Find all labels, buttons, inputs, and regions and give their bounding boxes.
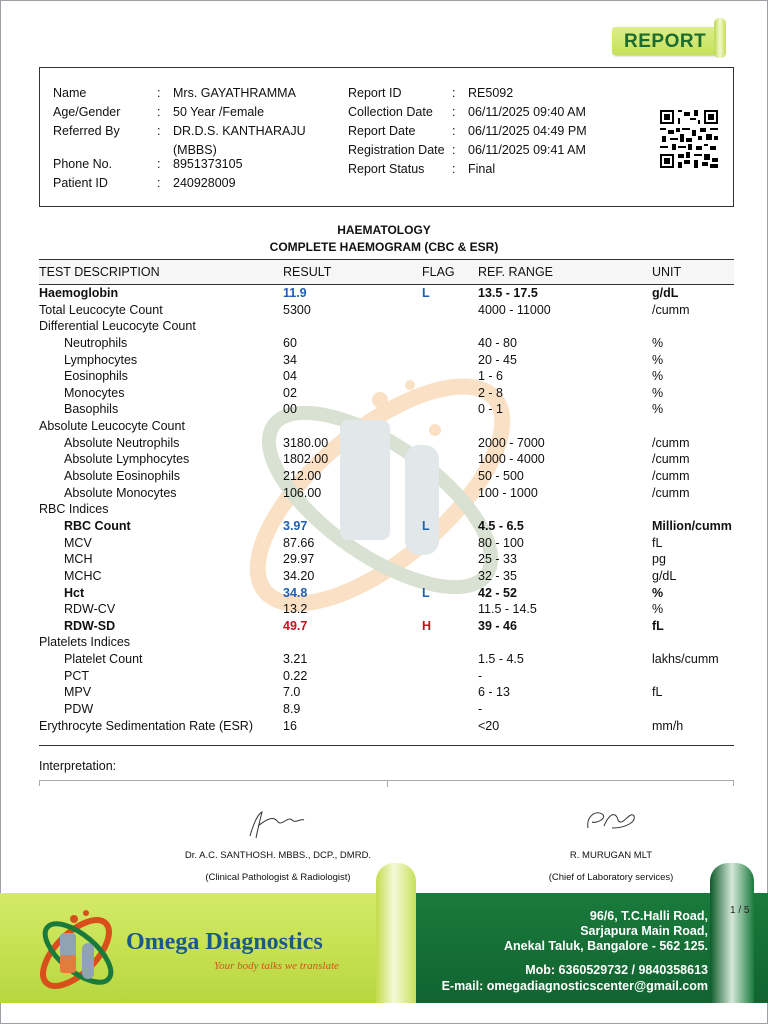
test-name: Absolute Lymphocytes — [64, 452, 190, 467]
result-value: 3.21 — [283, 652, 308, 667]
reference-range: 42 - 52 — [478, 585, 517, 600]
unit-value: % — [652, 369, 664, 384]
table-row — [0, 436, 768, 453]
reference-range: 4.5 - 6.5 — [478, 518, 524, 533]
unit-value: Million/cumm — [652, 518, 732, 533]
unit-value: /cumm — [652, 469, 690, 484]
info-separator: : — [452, 143, 456, 157]
unit-value: g/dL — [652, 286, 679, 300]
test-name: Monocytes — [64, 385, 125, 400]
table-row — [0, 336, 768, 353]
signature-right-icon — [582, 806, 638, 836]
table-row — [0, 386, 768, 403]
reference-range: - — [478, 702, 483, 717]
info-row-age-gender — [53, 103, 353, 122]
info-row-patient-id — [53, 174, 353, 193]
test-name: Absolute Leucocyte Count — [39, 419, 185, 434]
info-value: 50 Year /Female — [173, 105, 265, 119]
test-name: Total Leucocyte Count — [39, 302, 163, 317]
info-separator: : — [452, 124, 456, 138]
address-line-3: Anekal Taluk, Bangalore - 562 125. — [503, 939, 708, 953]
table-row — [0, 536, 768, 553]
result-value: 49.7 — [283, 618, 308, 633]
test-name: PCT — [64, 668, 89, 683]
table-bottom-rule — [39, 745, 734, 746]
reference-range: 1000 - 4000 — [478, 452, 545, 467]
footer-scroll-right — [710, 863, 754, 1003]
result-value: 5300 — [283, 302, 311, 317]
brand-name: Omega Diagnostics — [126, 929, 323, 955]
unit-value: fL — [652, 685, 663, 700]
info-separator: : — [157, 105, 161, 119]
result-value: 29.97 — [283, 552, 315, 567]
test-name: Differential Leucocyte Count — [39, 319, 196, 334]
table-row — [0, 602, 768, 619]
column-header-flag: FLAG — [422, 265, 455, 279]
report-tag-curl — [714, 18, 726, 58]
unit-value: % — [652, 385, 664, 400]
table-row — [0, 702, 768, 719]
unit-value: pg — [652, 552, 666, 567]
info-value: RE5092 — [468, 86, 514, 100]
result-value: 3.97 — [283, 518, 308, 533]
test-name: Haemoglobin — [39, 286, 119, 300]
test-name: Absolute Neutrophils — [64, 435, 180, 450]
info-separator: : — [452, 162, 456, 176]
interpretation-box — [39, 780, 734, 786]
table-row — [0, 419, 768, 436]
info-row-report-id — [348, 84, 628, 103]
footer-scroll-left — [376, 863, 416, 1003]
unit-value: % — [652, 352, 664, 367]
table-row — [0, 502, 768, 519]
reference-range: 0 - 1 — [478, 402, 504, 417]
table-row — [0, 452, 768, 469]
reference-range: 40 - 80 — [478, 335, 517, 350]
table-row — [0, 619, 768, 636]
test-name: RBC Count — [64, 518, 131, 533]
unit-value: /cumm — [652, 435, 690, 450]
table-row — [0, 569, 768, 586]
info-separator: : — [157, 124, 161, 138]
flag-value: H — [422, 618, 432, 633]
info-label: Phone No. — [53, 157, 113, 171]
reference-range: 39 - 46 — [478, 618, 517, 633]
result-value: 34 — [283, 352, 297, 367]
result-value: 106.00 — [283, 485, 322, 500]
info-label: Report Date — [348, 124, 416, 138]
result-value: 11.9 — [283, 286, 307, 300]
patient-info-left — [53, 84, 353, 193]
address-line-2: Sarjapura Main Road, — [580, 924, 708, 938]
unit-value: mm/h — [652, 718, 684, 733]
info-row-name — [53, 84, 353, 103]
column-header-result: RESULT — [283, 265, 332, 279]
omega-logo-icon — [30, 899, 126, 999]
patient-info-right — [348, 84, 628, 179]
table-row — [0, 552, 768, 569]
signature-left-icon — [244, 808, 306, 840]
info-value: Final — [468, 162, 496, 176]
result-value: 0.22 — [283, 668, 308, 683]
column-header-unit: UNIT — [652, 265, 682, 279]
result-value: 16 — [283, 718, 297, 733]
reference-range: 2000 - 7000 — [478, 435, 545, 450]
patient-info-box — [39, 67, 734, 207]
unit-value: % — [652, 585, 664, 600]
reference-range: - — [478, 668, 483, 683]
result-value: 212.00 — [283, 469, 322, 484]
test-name: Absolute Eosinophils — [64, 469, 181, 484]
test-name: Hct — [64, 585, 85, 600]
unit-value: /cumm — [652, 485, 690, 500]
unit-value: fL — [652, 618, 664, 633]
info-separator: : — [452, 86, 456, 100]
mobile-numbers: Mob: 6360529732 / 9840358613 — [525, 963, 708, 977]
reference-range: 2 - 8 — [478, 385, 504, 400]
column-header-test: TEST DESCRIPTION — [39, 265, 160, 279]
result-value: 87.66 — [283, 535, 315, 550]
result-value: 1802.00 — [283, 452, 329, 467]
test-name: RDW-CV — [64, 602, 116, 617]
unit-value: lakhs/cumm — [652, 652, 719, 667]
report-title-heading: COMPLETE HAEMOGRAM (CBC & ESR) — [269, 240, 499, 254]
test-name: Erythrocyte Sedimentation Rate (ESR) — [39, 718, 253, 733]
test-name: Basophils — [64, 402, 119, 417]
info-separator: : — [157, 157, 161, 171]
test-name: MCV — [64, 535, 92, 550]
info-row-referred-by — [53, 122, 353, 155]
reference-range: 1.5 - 4.5 — [478, 652, 524, 667]
brand-tagline: Your body talks we translate — [214, 960, 339, 972]
column-header-range: REF. RANGE — [478, 265, 554, 279]
reference-range: 4000 - 11000 — [478, 302, 551, 317]
test-name: Absolute Monocytes — [64, 485, 177, 500]
result-value: 13.2 — [283, 602, 308, 617]
reference-range: 50 - 500 — [478, 469, 524, 484]
unit-value: /cumm — [652, 302, 690, 317]
table-row — [0, 486, 768, 503]
test-name: Neutrophils — [64, 335, 128, 350]
flag-value: L — [422, 286, 430, 300]
info-label: Name — [53, 86, 87, 100]
page-number: 1 / 5 — [730, 905, 750, 916]
info-row-collection-date — [348, 103, 628, 122]
table-row — [0, 369, 768, 386]
table-row — [0, 519, 768, 536]
info-row-registration-date — [348, 141, 628, 160]
result-value: 8.9 — [283, 702, 301, 717]
info-label: Report ID — [348, 86, 402, 100]
info-label: Patient ID — [53, 176, 108, 190]
info-value: 240928009 — [173, 176, 236, 190]
reference-range: 6 - 13 — [478, 685, 510, 700]
qr-code-icon[interactable] — [660, 110, 718, 168]
result-value: 3180.00 — [283, 435, 329, 450]
info-value: DR.D.S. KANTHARAJU (MBBS) — [173, 124, 306, 157]
result-value: 60 — [283, 335, 297, 350]
unit-value: % — [652, 402, 664, 417]
test-name: Platelets Indices — [39, 635, 131, 650]
test-name: Lymphocytes — [64, 352, 138, 367]
results-table-header — [39, 259, 734, 285]
reference-range: 25 - 33 — [478, 552, 517, 567]
table-row — [0, 303, 768, 320]
reference-range: 11.5 - 14.5 — [478, 602, 537, 617]
address-line-1: 96/6, T.C.Halli Road, — [589, 909, 708, 923]
interpretation-label: Interpretation: — [39, 759, 117, 773]
result-value: 34.8 — [283, 585, 308, 600]
info-separator: : — [157, 86, 161, 100]
info-value: 06/11/2025 09:40 AM — [468, 105, 586, 119]
info-value: 06/11/2025 04:49 PM — [468, 124, 587, 138]
info-label: Report Status — [348, 162, 425, 176]
table-row — [0, 635, 768, 652]
reference-range: 20 - 45 — [478, 352, 517, 367]
table-row — [0, 319, 768, 336]
result-value: 00 — [283, 402, 297, 417]
email-address[interactable]: E-mail: omegadiagnosticscenter@gmail.com — [441, 979, 708, 993]
info-separator: : — [452, 105, 456, 119]
table-row — [0, 469, 768, 486]
info-value: Mrs. GAYATHRAMMA — [173, 86, 296, 100]
unit-value: fL — [652, 535, 663, 550]
unit-value: % — [652, 602, 664, 617]
reference-range: 13.5 - 17.5 — [478, 286, 538, 300]
table-row — [0, 586, 768, 603]
table-row — [0, 286, 768, 303]
result-value: 02 — [283, 385, 297, 400]
reference-range: <20 — [478, 718, 500, 733]
info-label: Collection Date — [348, 105, 433, 119]
test-name: Platelet Count — [64, 652, 143, 667]
info-row-report-date — [348, 122, 628, 141]
table-row — [0, 685, 768, 702]
test-name: MCHC — [64, 568, 102, 583]
info-row-phone — [53, 155, 353, 174]
table-row — [0, 652, 768, 669]
reference-range: 1 - 6 — [478, 369, 504, 384]
table-row — [0, 353, 768, 370]
report-tag — [612, 27, 716, 55]
signatory-right-role: (Chief of Laboratory services) — [548, 872, 674, 883]
result-value: 7.0 — [283, 685, 301, 700]
signatory-left-name: Dr. A.C. SANTHOSH. MBBS., DCP., DMRD. — [184, 850, 372, 861]
test-name: Eosinophils — [64, 369, 128, 384]
department-heading: HAEMATOLOGY — [337, 223, 431, 237]
result-value: 04 — [283, 369, 297, 384]
unit-value: % — [652, 335, 664, 350]
signatory-right-name: R. MURUGAN MLT — [569, 850, 653, 861]
test-name: RDW-SD — [64, 618, 116, 633]
info-label: Referred By — [53, 124, 120, 138]
test-name: MPV — [64, 685, 92, 700]
flag-value: L — [422, 518, 430, 533]
reference-range: 32 - 35 — [478, 568, 517, 583]
info-row-report-status — [348, 160, 628, 179]
reference-range: 100 - 1000 — [478, 485, 538, 500]
info-separator: : — [157, 176, 161, 190]
test-name: RBC Indices — [39, 502, 109, 517]
info-value: 06/11/2025 09:41 AM — [468, 143, 586, 157]
signatory-left-role: (Clinical Pathologist & Radiologist) — [205, 872, 351, 883]
flag-value: L — [422, 585, 430, 600]
info-value: 8951373105 — [173, 157, 243, 171]
table-row — [0, 402, 768, 419]
results-table-body — [0, 286, 768, 735]
result-value: 34.20 — [283, 568, 315, 583]
table-row — [0, 669, 768, 686]
reference-range: 80 - 100 — [478, 535, 524, 550]
info-label: Registration Date — [348, 143, 445, 157]
info-label: Age/Gender — [53, 105, 121, 119]
footer-banner — [0, 893, 768, 1003]
table-row — [0, 719, 768, 736]
unit-value: /cumm — [652, 452, 690, 467]
test-name: MCH — [64, 552, 93, 567]
report-tag-label: REPORT — [624, 31, 707, 52]
test-name: PDW — [64, 702, 94, 717]
unit-value: g/dL — [652, 568, 677, 583]
